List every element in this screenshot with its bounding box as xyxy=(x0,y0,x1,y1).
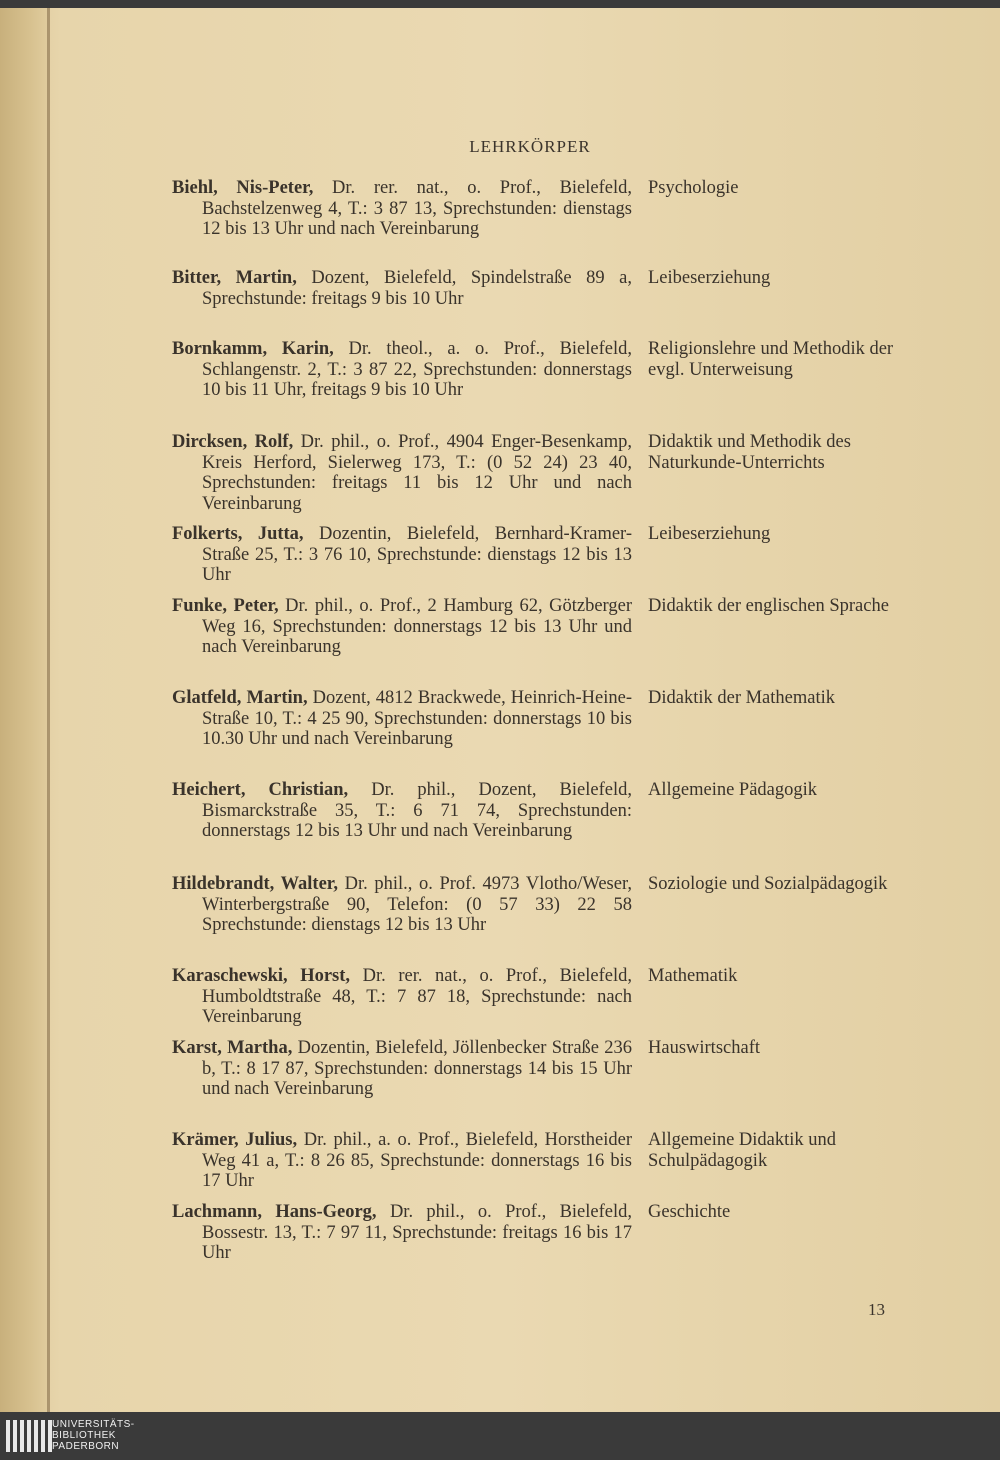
faculty-subject: Didaktik der englischen Sprache xyxy=(648,596,889,616)
faculty-entry xyxy=(172,688,632,750)
faculty-details: Dr. theol., a. o. Prof., Bielefeld, Schlangenstr. 2, T.: 3 87 22, Sprechstunden: donnerstags 10 bis 11 Uhr, freitags 9 bis 10 Uhr xyxy=(202,339,632,400)
faculty-details: Dr. phil., o. Prof., 4904 Enger-Besenkamp, Kreis Herford, Sielerweg 173, T.: (0 52 24) 23 40, Sprechstunden: freitags 11 bis 12 Uhr und nach Vereinbarung xyxy=(202,432,632,514)
faculty-name: Lachmann, Hans-Georg, xyxy=(172,1202,377,1222)
faculty-subject: Hauswirtschaft xyxy=(648,1038,760,1058)
faculty-subject: Mathematik xyxy=(648,966,738,986)
faculty-entry xyxy=(172,1038,632,1100)
faculty-entry xyxy=(172,780,632,842)
page-number: 13 xyxy=(868,1300,885,1319)
library-logo-text: UNIVERSITÄTS- BIBLIOTHEK PADERBORN xyxy=(52,1419,135,1452)
faculty-subject: Geschichte xyxy=(648,1202,731,1222)
faculty-name: Funke, Peter, xyxy=(172,596,279,616)
faculty-name: Hildebrandt, Walter, xyxy=(172,874,338,894)
faculty-details: Dr. phil., o. Prof., Bielefeld, Bossestr. 13, T.: 7 97 11, Sprechstunde: freitags 16 bis 17 Uhr xyxy=(202,1202,632,1263)
faculty-name: Dircksen, Rolf, xyxy=(172,432,294,452)
faculty-name: Bornkamm, Karin, xyxy=(172,339,334,359)
faculty-name: Heichert, Christian, xyxy=(172,780,349,800)
faculty-subject: Didaktik der Mathematik xyxy=(648,688,836,708)
faculty-subject: Religionslehre und Methodik der evgl. Unterweisung xyxy=(648,339,894,380)
faculty-entry xyxy=(172,1202,632,1264)
faculty-name: Karaschewski, Horst, xyxy=(172,966,351,986)
faculty-subject: Allgemeine Pädagogik xyxy=(648,780,818,800)
faculty-name: Biehl, Nis-Peter, xyxy=(172,178,314,198)
faculty-name: Glatfeld, Martin, xyxy=(172,688,308,708)
faculty-subject: Psychologie xyxy=(648,178,739,198)
faculty-details: Dozent, 4812 Brackwede, Heinrich-Heine-Straße 10, T.: 4 25 90, Sprechstunden: donnerstags 10 bis 10.30 Uhr und nach Vereinbarung xyxy=(202,688,632,749)
faculty-name: Krämer, Julius, xyxy=(172,1130,298,1150)
faculty-details: Dr. phil., a. o. Prof., Bielefeld, Horstheider Weg 41 a, T.: 8 26 85, Sprechstunde: donnerstags 16 bis 17 Uhr xyxy=(202,1130,632,1191)
faculty-details: Dr. phil., o. Prof. 4973 Vlotho/Weser, Winterbergstraße 90, Telefon: (0 57 33) 22 58 Sprechstunde: dienstags 12 bis 13 Uhr xyxy=(202,874,633,935)
faculty-details: Dozent, Bielefeld, Spindelstraße 89 a, Sprechstunde: freitags 9 bis 10 Uhr xyxy=(202,268,632,309)
faculty-entry xyxy=(172,874,632,936)
faculty-entry xyxy=(172,432,632,514)
faculty-name: Folkerts, Jutta, xyxy=(172,524,304,544)
faculty-entry xyxy=(172,339,632,401)
faculty-details: Dr. rer. nat., o. Prof., Bielefeld, Bachstelzenweg 4, T.: 3 87 13, Sprechstunden: dienstags 12 bis 13 Uhr und nach Vereinbarung xyxy=(202,178,633,239)
page-binding xyxy=(0,8,48,1412)
faculty-details: Dr. rer. nat., o. Prof., Bielefeld, Humboldtstraße 48, T.: 7 87 18, Sprechstunde: nach Vereinbarung xyxy=(202,966,633,1027)
faculty-entry xyxy=(172,966,632,1028)
faculty-name: Bitter, Martin, xyxy=(172,268,297,288)
faculty-entry xyxy=(172,268,632,309)
page-title: LEHRKÖRPER xyxy=(469,137,591,156)
faculty-subject: Soziologie und Sozialpädagogik xyxy=(648,874,888,894)
library-footer xyxy=(0,1412,1000,1460)
library-logo-icon xyxy=(6,1420,52,1452)
faculty-details: Dr. phil., Dozent, Bielefeld, Bismarckstraße 35, T.: 6 71 74, Sprechstunden: donnerstags 12 bis 13 Uhr und nach Vereinbarung xyxy=(202,780,632,841)
faculty-entry xyxy=(172,1130,632,1192)
faculty-details: Dozentin, Bielefeld, Bernhard-Kramer-Straße 25, T.: 3 76 10, Sprechstunde: dienstags 12 bis 13 Uhr xyxy=(202,524,633,585)
faculty-subject: Leibeserziehung xyxy=(648,524,771,544)
faculty-entry xyxy=(172,596,632,658)
faculty-subject: Didaktik und Methodik des Naturkunde-Unterrichts xyxy=(648,432,851,473)
faculty-name: Karst, Martha, xyxy=(172,1038,293,1058)
page-fold xyxy=(47,8,50,1412)
faculty-entry xyxy=(172,178,632,240)
faculty-subject: Allgemeine Didaktik und Schulpädagogik xyxy=(648,1130,837,1171)
faculty-details: Dozentin, Bielefeld, Jöllenbecker Straße 236 b, T.: 8 17 87, Sprechstunden: donnerstags 14 bis 15 Uhr und nach Vereinbarung xyxy=(202,1038,632,1099)
scanned-page xyxy=(0,8,1000,1412)
faculty-details: Dr. phil., o. Prof., 2 Hamburg 62, Götzberger Weg 16, Sprechstunden: donnerstags 12 bis 13 Uhr und nach Vereinbarung xyxy=(202,596,632,657)
faculty-entry xyxy=(172,524,632,586)
faculty-subject: Leibeserziehung xyxy=(648,268,771,288)
